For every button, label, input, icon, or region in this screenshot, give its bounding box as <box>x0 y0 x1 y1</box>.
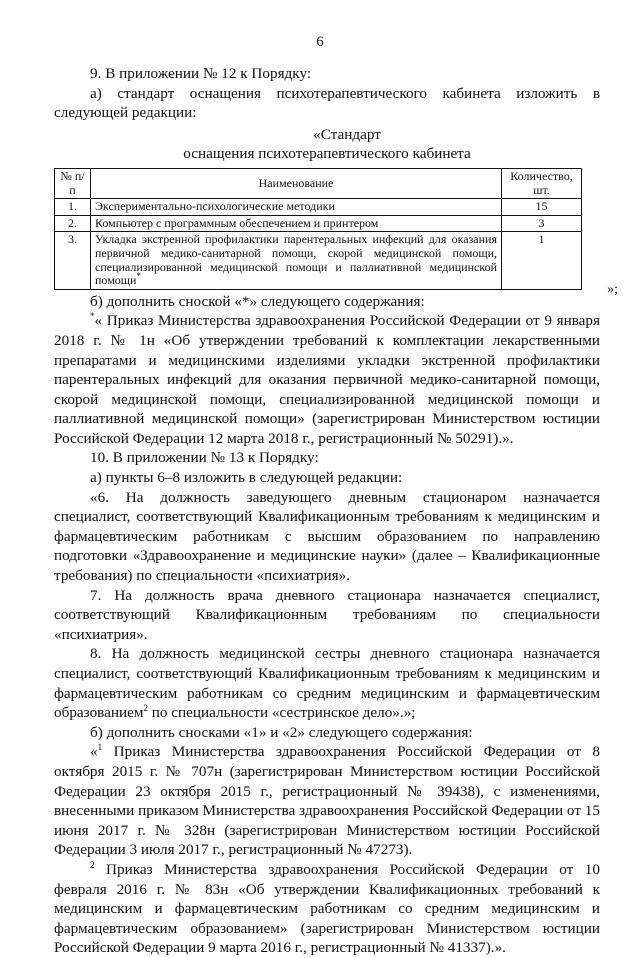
standard-title-line1: «Стандарт <box>313 125 381 143</box>
header-name: Наименование <box>91 168 502 198</box>
standard-table-wrap <box>54 168 618 297</box>
equipment-table <box>54 168 582 290</box>
item-9-b: б) дополнить сноской «*» следующего содержания: <box>90 292 425 310</box>
row-name: Экспериментально-психологические методики <box>91 199 502 216</box>
footnote-mark-star: * <box>136 271 141 282</box>
page-number: 6 <box>316 34 324 50</box>
row-name <box>91 232 502 289</box>
item-10-p8: 8. На должность медицинской сестры дневного стационара назначается специалист, соответствующий Квалификационным требованиям к медицинским и фармацевтическим работникам со средним медицинским и фармацевтическим образованием$^2$ по специальности «сестринское дело».»; <box>54 645 600 722</box>
item-10-p6: «6. На должность заведующего дневным стационаром назначается специалист, соответствующий Квалификационным требованиям к медицинским и фармацевтическим работникам с высшим образованием по направлению подготовки «Здравоохранение и медицинские науки» (далее – Квалификационные требования) по специальности «психиатрия». <box>54 488 600 585</box>
item-9-heading: 9. В приложении № 12 к Порядку: <box>90 65 312 82</box>
item-10-a: а) пункты 6–8 изложить в следующей редакции: <box>90 469 403 487</box>
table-row <box>55 215 582 232</box>
row-qty: 3 <box>502 215 582 232</box>
document-body <box>54 64 618 958</box>
footnote-1-mark: 1 <box>97 742 103 753</box>
item-9-a: а) стандарт оснащения психотерапевтического кабинета изложить в следующей редакции: <box>54 84 600 122</box>
footnote-mark-2: 2 <box>143 703 148 714</box>
item-10-heading: 10. В приложении № 13 к Порядку: <box>90 449 319 467</box>
header-qty: Количество, шт. <box>502 168 582 198</box>
item-9-footnote: *« Приказ Министерства здравоохранения Российской Федерации от 9 января 2018 г. № 1н «Об утверждении требований к комплектации лекарственными препаратами и медицинскими изделиями укладки экстренной профилактики парентеральных инфекций для оказания первичной медико-санитарной помощи, скорой медицинской помощи, специализированной медицинской помощи и паллиативной медицинской помощи» (зарегистрирован Министерством юстиции Российской Федерации 12 марта 2018 г., регистрационный № 50291).». <box>54 311 600 447</box>
footnote-2-mark: 2 <box>90 859 95 870</box>
table-closing-quote: »; <box>607 281 618 297</box>
item-10-fn2: $^2$ Приказ Министерства здравоохранения Российской Федерации от 10 февраля 2016 г. № 83н «Об утверждении Квалификационных требований к медицинским и фармацевтическим работникам со средним медицинским и фармацевтическим образованием» (зарегистрирован Министерством юстиции Российской Федерации 9 марта 2016 г., регистрационный № 41337).». <box>54 859 600 957</box>
row-qty: 1 <box>502 232 582 289</box>
standard-title-line2: оснащения психотерапевтического кабинета <box>183 145 471 163</box>
item-10-fn1: «$^1$ Приказ Министерства здравоохранения Российской Федерации от 8 октября 2015 г. № 707н (зарегистрирован Министерством юстиции Российской Федерации 23 октября 2015 г., регистрационный № 39438), с изменениями, внесенными приказом Министерства здравоохранения Российской Федерации от 15 июня 2017 г. № 328н (зарегистрирован Министерством юстиции Российской Федерации 3 июля 2017 г., регистрационный № 47273). <box>54 742 600 859</box>
item-10-p7: 7. На должность врача дневного стационара назначается специалист, соответствующий Квалификационным требованиям по специальности «психиатрия». <box>54 586 600 643</box>
row-name-text: Укладка экстренной профилактики парентеральных инфекций для оказания первичной медико-санитарной помощи, скорой медицинской помощи, специализированной медицинской помощи и паллиативной медицинской помощи <box>95 232 497 288</box>
table-row <box>55 199 582 216</box>
row-num: 3. <box>55 232 91 289</box>
footnote-star: * <box>90 311 95 322</box>
table-header-row <box>55 168 582 198</box>
table-row <box>55 232 582 289</box>
row-name: Компьютер с программным обеспечением и принтером <box>91 215 502 232</box>
row-num: 1. <box>55 199 91 216</box>
header-num: № п/п <box>55 168 91 198</box>
row-qty: 15 <box>502 199 582 216</box>
item-10-b: б) дополнить сносками «1» и «2» следующего содержания: <box>90 723 473 741</box>
row-num: 2. <box>55 215 91 232</box>
